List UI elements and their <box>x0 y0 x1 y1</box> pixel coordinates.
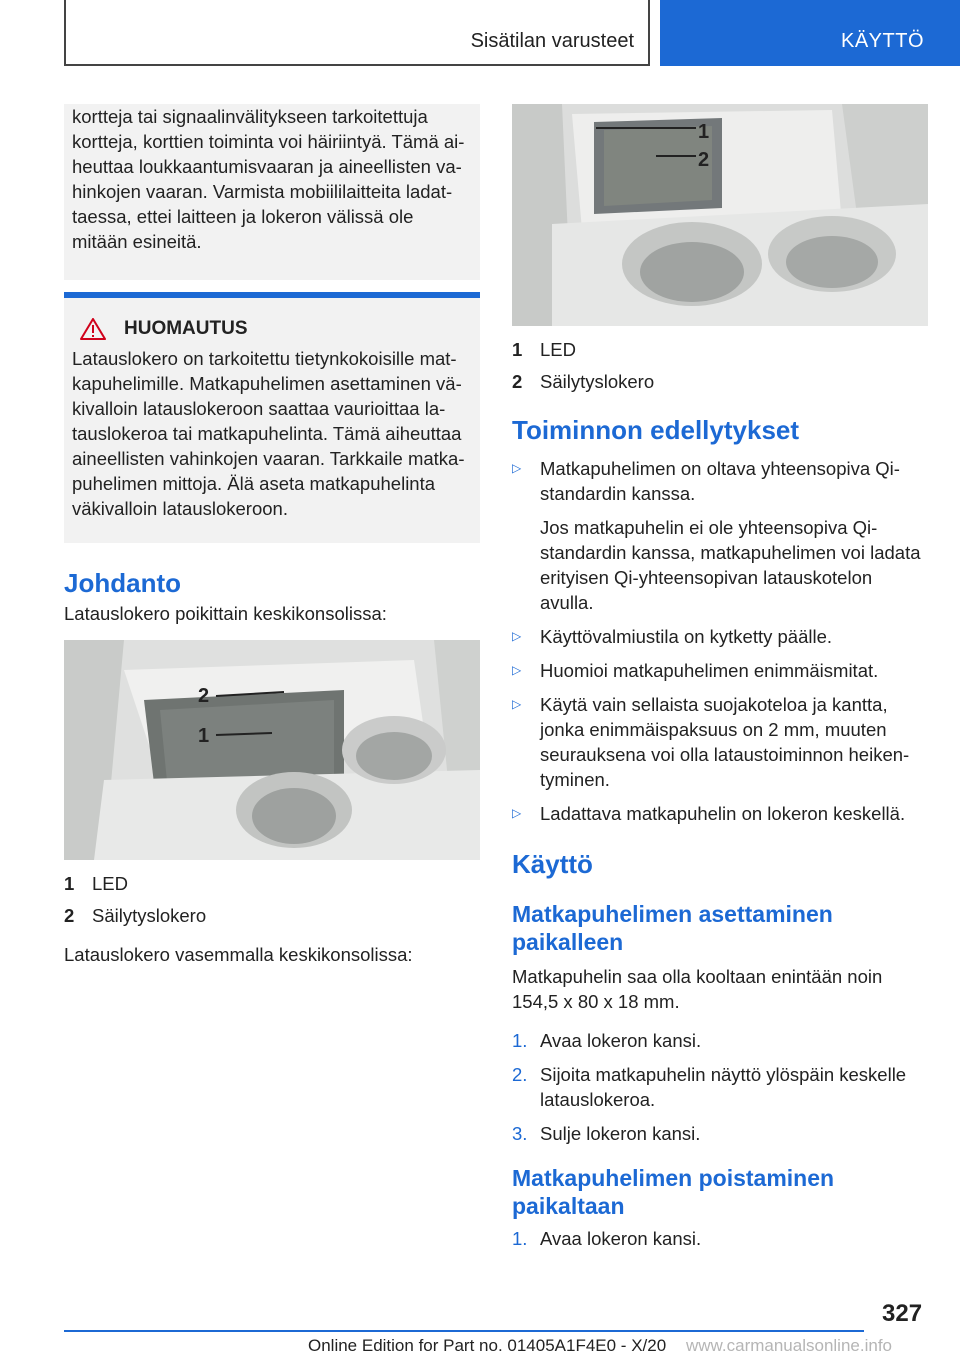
intro-heading: Johdanto <box>64 568 181 598</box>
warning-continuation-box <box>64 104 480 280</box>
warning-triangle-icon <box>80 318 106 340</box>
edition-text: Online Edition for Part no. 01405A1F4E0 - X/20 <box>308 1336 667 1355</box>
text-line: hinkojen vaaran. Varmista mobiililaitteita ladat- <box>72 181 453 202</box>
legend-label: LED <box>92 873 128 894</box>
figure-legend <box>64 868 480 932</box>
step-number: 1. <box>512 1228 528 1249</box>
legend-number: 2 <box>512 371 523 392</box>
figure-legend <box>512 334 928 398</box>
step-item <box>512 1226 928 1251</box>
left-console-intro: Latauslokero vasemmalla keskikonsolissa: <box>64 944 413 965</box>
text-line: kortteja, korttien toiminta voi häiriintyä. Tämä ai- <box>72 131 465 152</box>
console-figure-left <box>512 104 928 326</box>
heading-line: Matkapuhelimen asettaminen <box>512 901 833 927</box>
text-line: erityisen Qi-yhteensopivan latauskotelon <box>540 567 873 588</box>
text-line: taessa, ettei laitteen ja lokeron välissä ole <box>72 206 414 227</box>
list-item <box>512 801 928 826</box>
step-item <box>512 1062 928 1112</box>
step-item <box>512 1028 928 1053</box>
legend-label: Säilytyslokero <box>540 371 655 392</box>
text-line: Sijoita matkapuhelin näyttö ylöspäin keskelle <box>540 1064 907 1085</box>
bullet-triangle-icon: ▷ <box>512 806 522 820</box>
step-number: 2. <box>512 1064 528 1085</box>
text-line: aineellisten vahinkojen vaaran. Tarkkaile matka- <box>72 448 465 469</box>
bullet-triangle-icon: ▷ <box>512 629 522 643</box>
text-line: Ladattava matkapuhelin on lokeron keskellä. <box>540 803 906 824</box>
step-number: 3. <box>512 1123 528 1144</box>
console-figure-transverse <box>64 640 480 860</box>
console-illustration <box>64 640 480 860</box>
place-steps <box>512 1028 928 1146</box>
text-line: avulla. <box>540 592 594 613</box>
chapter-title: KÄYTTÖ <box>840 30 924 52</box>
header-chapter-tab <box>660 0 960 66</box>
text-line: Avaa lokeron kansi. <box>540 1228 702 1249</box>
legend-label: LED <box>540 339 576 360</box>
text-line: mitään esineitä. <box>72 231 202 252</box>
callout-2: 2 <box>698 149 710 171</box>
bullet-triangle-icon: ▷ <box>512 663 522 677</box>
text-line: puhelimen mittoja. Älä aseta matkapuhelinta <box>72 473 436 494</box>
place-text <box>512 964 928 1014</box>
notice-text <box>72 346 472 521</box>
text-line: heuttaa loukkaantumisvaaran ja aineellisten va- <box>72 156 462 177</box>
text-line: Matkapuhelimen on oltava yhteensopiva Qi- <box>540 458 900 479</box>
text-line: standardin kanssa. <box>540 483 696 504</box>
notice-box <box>64 292 480 543</box>
legend-label: Säilytyslokero <box>92 905 207 926</box>
legend-number: 1 <box>512 339 523 360</box>
use-heading: Käyttö <box>512 849 593 879</box>
bullet-triangle-icon: ▷ <box>512 461 522 475</box>
notice-title: HUOMAUTUS <box>124 318 248 339</box>
text-line: Sulje lokeron kansi. <box>540 1123 701 1144</box>
remove-heading <box>512 1164 928 1220</box>
legend-number: 2 <box>64 905 75 926</box>
footer-divider <box>64 1330 864 1332</box>
legend-item <box>64 868 480 900</box>
text-line: tyminen. <box>540 769 610 790</box>
heading-line: paikaltaan <box>512 1193 625 1219</box>
notice-header <box>72 318 472 340</box>
requirements-list <box>512 456 928 826</box>
list-item <box>512 692 928 792</box>
text-line: Jos matkapuhelin ei ole yhteensopiva Qi- <box>540 517 878 538</box>
bullet-triangle-icon: ▷ <box>512 697 522 711</box>
step-item <box>512 1121 928 1146</box>
text-line: jonka enimmäispaksuus on 2 mm, muuten <box>540 719 887 740</box>
text-line: Avaa lokeron kansi. <box>540 1030 702 1051</box>
console-illustration <box>512 104 928 326</box>
text-line: Latauslokero on tarkoitettu tietynkokoisille mat- <box>72 348 457 369</box>
intro-text: Latauslokero poikittain keskikonsolissa: <box>64 603 387 624</box>
remove-steps <box>512 1226 928 1251</box>
header-section-tab <box>64 0 650 66</box>
text-line: Käyttövalmiustila on kytketty päälle. <box>540 626 833 647</box>
text-line: väkivalloin latauslokeroon. <box>72 498 288 519</box>
heading-line: Matkapuhelimen poistaminen <box>512 1165 835 1191</box>
text-line: Käytä vain sellaista suojakoteloa ja kantta, <box>540 694 888 715</box>
callout-1: 1 <box>698 121 710 143</box>
heading-line: paikalleen <box>512 929 624 955</box>
legend-number: 1 <box>64 873 75 894</box>
legend-item <box>512 366 928 398</box>
sub-paragraph <box>540 515 921 615</box>
right-column <box>512 104 928 1260</box>
left-column <box>64 104 480 967</box>
legend-item <box>512 334 928 366</box>
warning-continuation-text <box>72 104 472 254</box>
list-item <box>512 624 928 649</box>
legend-item <box>64 900 480 932</box>
text-line: seurauksena voi olla lataustoiminnon heiken- <box>540 744 910 765</box>
list-item <box>512 658 928 683</box>
text-line: kivalloin latauslokeroon saattaa vaurioittaa la- <box>72 398 446 419</box>
list-item <box>512 456 928 615</box>
section-title: Sisätilan varusteet <box>470 30 634 52</box>
text-line: kapuhelimille. Matkapuhelimen asettaminen vä- <box>72 373 462 394</box>
text-line: 154,5 x 80 x 18 mm. <box>512 991 680 1012</box>
watermark-text: www.carmanualsonline.info <box>686 1336 892 1355</box>
text-line: latauslokeroa. <box>540 1089 656 1110</box>
text-line: Huomioi matkapuhelimen enimmäismitat. <box>540 660 879 681</box>
callout-1: 1 <box>198 725 210 747</box>
text-line: Matkapuhelin saa olla kooltaan enintään noin <box>512 966 883 987</box>
requirements-heading: Toiminnon edellytykset <box>512 415 800 445</box>
text-line: standardin kanssa, matkapuhelimen voi ladata <box>540 542 921 563</box>
text-line: tauslokeroa tai matkapuhelinta. Tämä aiheuttaa <box>72 423 462 444</box>
text-line: kortteja tai signaalinvälitykseen tarkoitettuja <box>72 106 428 127</box>
step-number: 1. <box>512 1030 528 1051</box>
place-heading <box>512 900 928 956</box>
callout-2: 2 <box>198 685 210 707</box>
page-number: 327 <box>882 1300 923 1327</box>
